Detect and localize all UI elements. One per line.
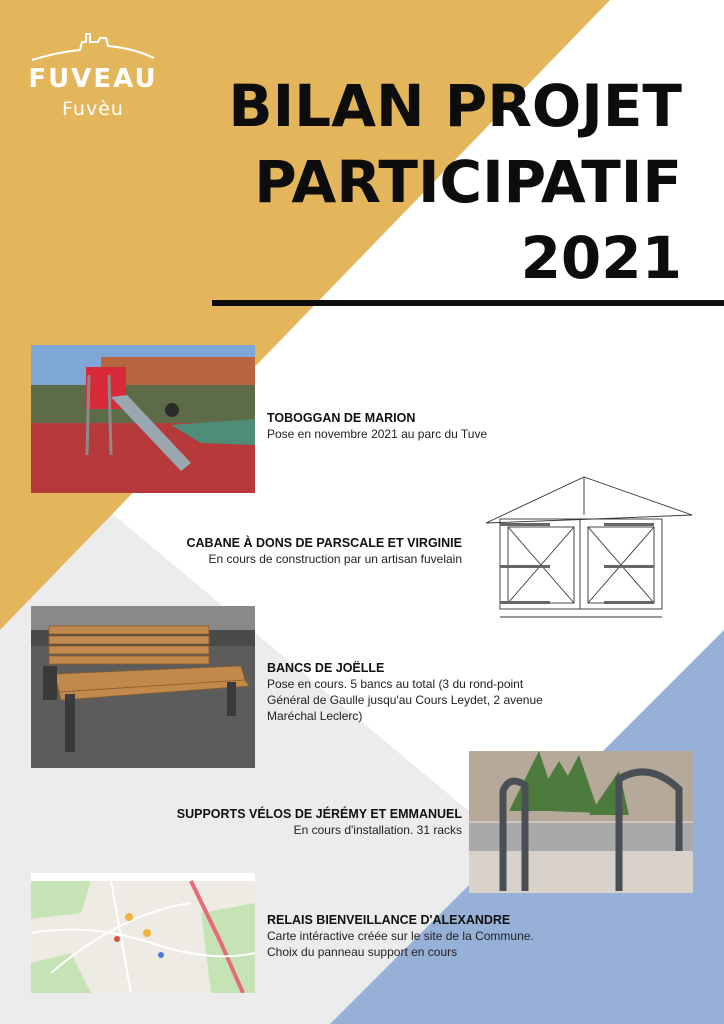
- project-description-line-2: Choix du panneau support en cours: [267, 945, 458, 959]
- project-bancs: [267, 660, 567, 724]
- title-line-2: PARTICIPATIF: [254, 148, 682, 216]
- project-description: En cours de construction par un artisan fuvelain: [208, 552, 462, 566]
- cabin-sketch: [484, 475, 694, 625]
- project-heading: SUPPORTS VÉLOS DE JÉRÉMY ET EMMANUEL: [176, 807, 462, 821]
- project-toboggan: [267, 410, 567, 442]
- project-description: Pose en novembre 2021 au parc du Tuve: [267, 427, 488, 441]
- project-description-line-1: Carte intéractive créée sur le site de la Commune.: [267, 929, 534, 943]
- interactive-map-screenshot: [31, 873, 255, 993]
- village-skyline-icon: [28, 28, 158, 62]
- title-line-1: BILAN PROJET: [228, 72, 682, 140]
- project-description: En cours d'installation. 31 racks: [293, 823, 462, 837]
- project-heading: RELAIS BIENVEILLANCE D'ALEXANDRE: [267, 913, 511, 927]
- fuveau-logo: [28, 28, 158, 128]
- logo-city-name: FUVEAU: [28, 64, 158, 94]
- project-relais: [267, 912, 597, 960]
- logo-provencal-name: Fuvèu: [62, 98, 124, 120]
- project-description-line-1: Pose en cours. 5 bancs au total (3 du rond-point: [267, 677, 524, 691]
- project-description-line-2: Général de Gaulle jusqu'au Cours Leydet, 2 avenue: [267, 693, 543, 707]
- bike-rack-photo: [469, 751, 693, 893]
- bench-photo: [31, 606, 255, 768]
- project-heading: TOBOGGAN DE MARION: [267, 411, 416, 425]
- project-heading: BANCS DE JOËLLE: [267, 661, 385, 675]
- project-description-line-3: Maréchal Leclerc): [267, 709, 363, 723]
- title-underline: [212, 300, 724, 306]
- project-cabane: [120, 535, 462, 567]
- title-line-3: 2021: [520, 224, 682, 292]
- project-heading: CABANE À DONS DE PARSCALE ET VIRGINIE: [186, 536, 462, 550]
- project-supports-velos: [120, 806, 462, 838]
- playground-slide-photo: [31, 345, 255, 493]
- page-title: [162, 68, 682, 296]
